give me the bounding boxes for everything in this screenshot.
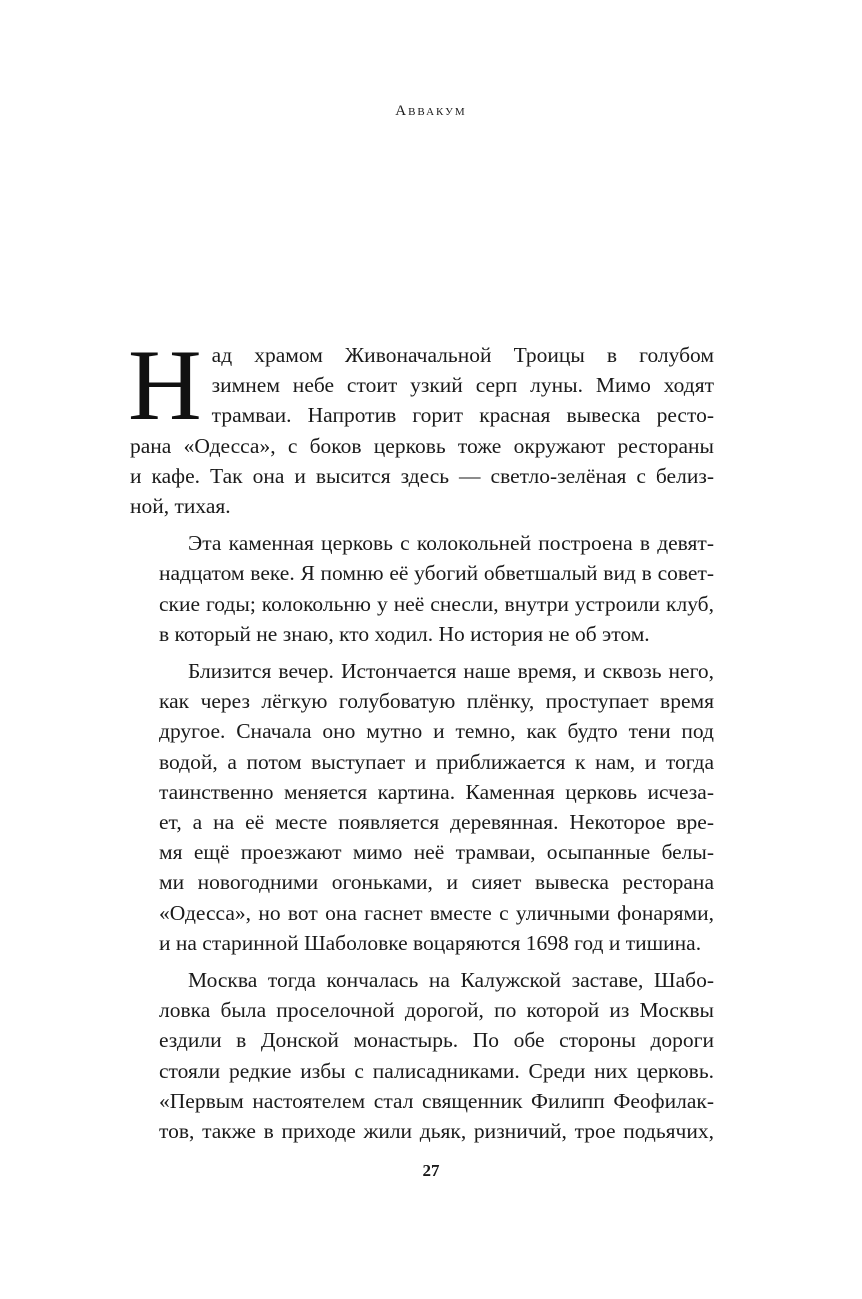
text-line: ми новогодними огоньками, и сияет вывеска ресторана	[159, 870, 714, 895]
text-line: и кафе. Так она и высится здесь — светло-зелёная с белиз-	[130, 463, 714, 488]
text-line: мя ещё проезжают мимо неё трамваи, осыпанные белы-	[159, 840, 714, 865]
text-line: рана «Одесса», с боков церковь тоже окружают рестораны	[130, 433, 714, 458]
text-line: как через лёгкую голубоватую плёнку, проступает время	[159, 689, 714, 714]
text-line: ездили в Донской монастырь. По обе стороны дороги	[159, 1028, 714, 1053]
text-line: «Первым настоятелем стал священник Филипп Феофилак-	[159, 1088, 714, 1113]
text-line: трамваи. Напротив горит красная вывеска ресто-	[211, 403, 714, 428]
paragraph-1	[128, 329, 714, 521]
text-line: водой, а потом выступает и приближается к нам, и тогда	[159, 749, 714, 774]
text-line: Москва тогда кончалась на Калужской заставе, Шабо-	[188, 968, 714, 993]
text-line: «Одесса», но вот она гаснет вместе с уличными фонарями,	[159, 900, 714, 925]
text-line: другое. Сначала оно мутно и темно, как будто тени под	[159, 719, 714, 744]
text-line: ет, а на её месте появляется деревянная. Некоторое вре-	[159, 810, 714, 835]
text-line: зимнем небе стоит узкий серп луны. Мимо ходят	[211, 373, 714, 398]
text-line: и на старинной Шаболовке воцаряются 1698 год и тишина.	[159, 930, 702, 955]
text-line: Эта каменная церковь с колокольней построена в девят-	[188, 531, 714, 556]
text-line: таинственно меняется картина. Каменная церковь исчеза-	[159, 779, 714, 804]
paragraph-4	[130, 965, 714, 1146]
drop-cap: Н	[128, 329, 202, 442]
paragraph-2	[130, 528, 714, 649]
text-line: Близится вечер. Истончается наше время, и сквозь него,	[188, 659, 714, 684]
text-line: надцатом веке. Я помню её убогий обветшалый вид в совет-	[159, 561, 714, 586]
page-number: 27	[422, 1161, 440, 1180]
text-line: тов, также в приходе жили дьяк, ризничий, трое подьячих,	[159, 1119, 714, 1144]
text-line: ские годы; колокольню у неё снесли, внутри устроили клуб,	[159, 591, 714, 616]
text-line: ной, тихая.	[130, 494, 231, 519]
paragraph-3	[130, 656, 714, 958]
text-line: стояли редкие избы с палисадниками. Среди них церковь.	[159, 1058, 714, 1083]
text-line: в который не знаю, кто ходил. Но история не об этом.	[159, 621, 650, 646]
main-text	[128, 329, 714, 1146]
running-head: Аввакум	[395, 103, 467, 119]
text-line: ловка была проселочной дорогой, по которой из Москвы	[159, 998, 714, 1023]
text-line: ад храмом Живоначальной Троицы в голубом	[211, 343, 714, 367]
